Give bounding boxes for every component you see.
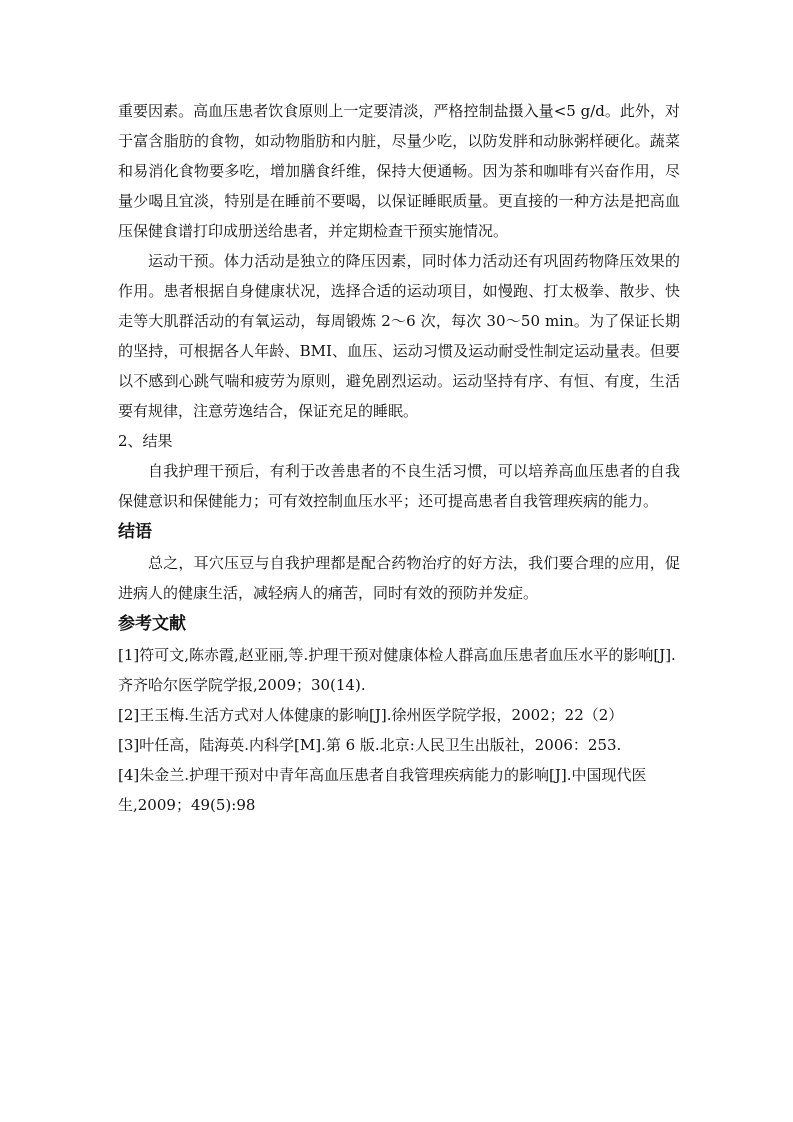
reference-list [118, 640, 680, 820]
conclusion-heading: 结语 [118, 522, 152, 542]
conclusion-paragraph: 总之，耳穴压豆与自我护理都是配合药物治疗的好方法，我们要合理的应用，促进病人的健康生活，减轻病人的痛苦，同时有效的预防并发症。 [118, 554, 680, 602]
references-heading: 参考文献 [118, 614, 186, 634]
reference-item: [3]叶任高，陆海英.内科学[M].第 6 版.北京:人民卫生出版社，2006：253. [118, 736, 622, 754]
results-paragraph: 自我护理干预后，有利于改善患者的不良生活习惯，可以培养高血压患者的自我保健意识和保健能力；可有效控制血压水平；还可提高患者自我管理疾病的能力。 [118, 462, 680, 510]
reference-item: [4]朱金兰.护理干预对中青年高血压患者自我管理疾病能力的影响[J].中国现代医生,2009；49(5):98 [118, 766, 647, 814]
reference-item: [2]王玉梅.生活方式对人体健康的影响[J].徐州医学院学报，2002；22（2） [118, 706, 624, 724]
reference-item: [1]符可文,陈赤霞,赵亚丽,等.护理干预对健康体检人群高血压患者血压水平的影响[J].齐齐哈尔医学院学报,2009；30(14). [118, 646, 676, 694]
exercise-paragraph: 运动干预。体力活动是独立的降压因素，同时体力活动还有巩固药物降压效果的作用。患者根据自身健康状况，选择合适的运动项目，如慢跑、打太极拳、散步、快走等大肌群活动的有氧运动，每周锻炼 2～6 次，每次 30～50 min。为了保证长期的坚持，可根据各人年龄、BMI、血压、运动习惯及运动耐受性制定运动量表。但要以不感到心跳气喘和疲劳为原则，避免剧烈运动。运动坚持有序、有恒、有度，生活要有规律，注意劳逸结合，保证充足的睡眠。 [118, 252, 680, 420]
results-heading: 2、结果 [118, 432, 173, 450]
document-page [118, 96, 680, 820]
diet-paragraph: 重要因素。高血压患者饮食原则上一定要清淡，严格控制盐摄入量<5 g/d。此外，对于富含脂肪的食物，如动物脂肪和内脏，尽量少吃，以防发胖和动脉粥样硬化。蔬菜和易消化食物要多吃，增加膳食纤维，保持大便通畅。因为茶和咖啡有兴奋作用，尽量少喝且宜淡，特别是在睡前不要喝，以保证睡眠质量。更直接的一种方法是把高血压保健食谱打印成册送给患者，并定期检查干预实施情况。 [118, 102, 680, 240]
